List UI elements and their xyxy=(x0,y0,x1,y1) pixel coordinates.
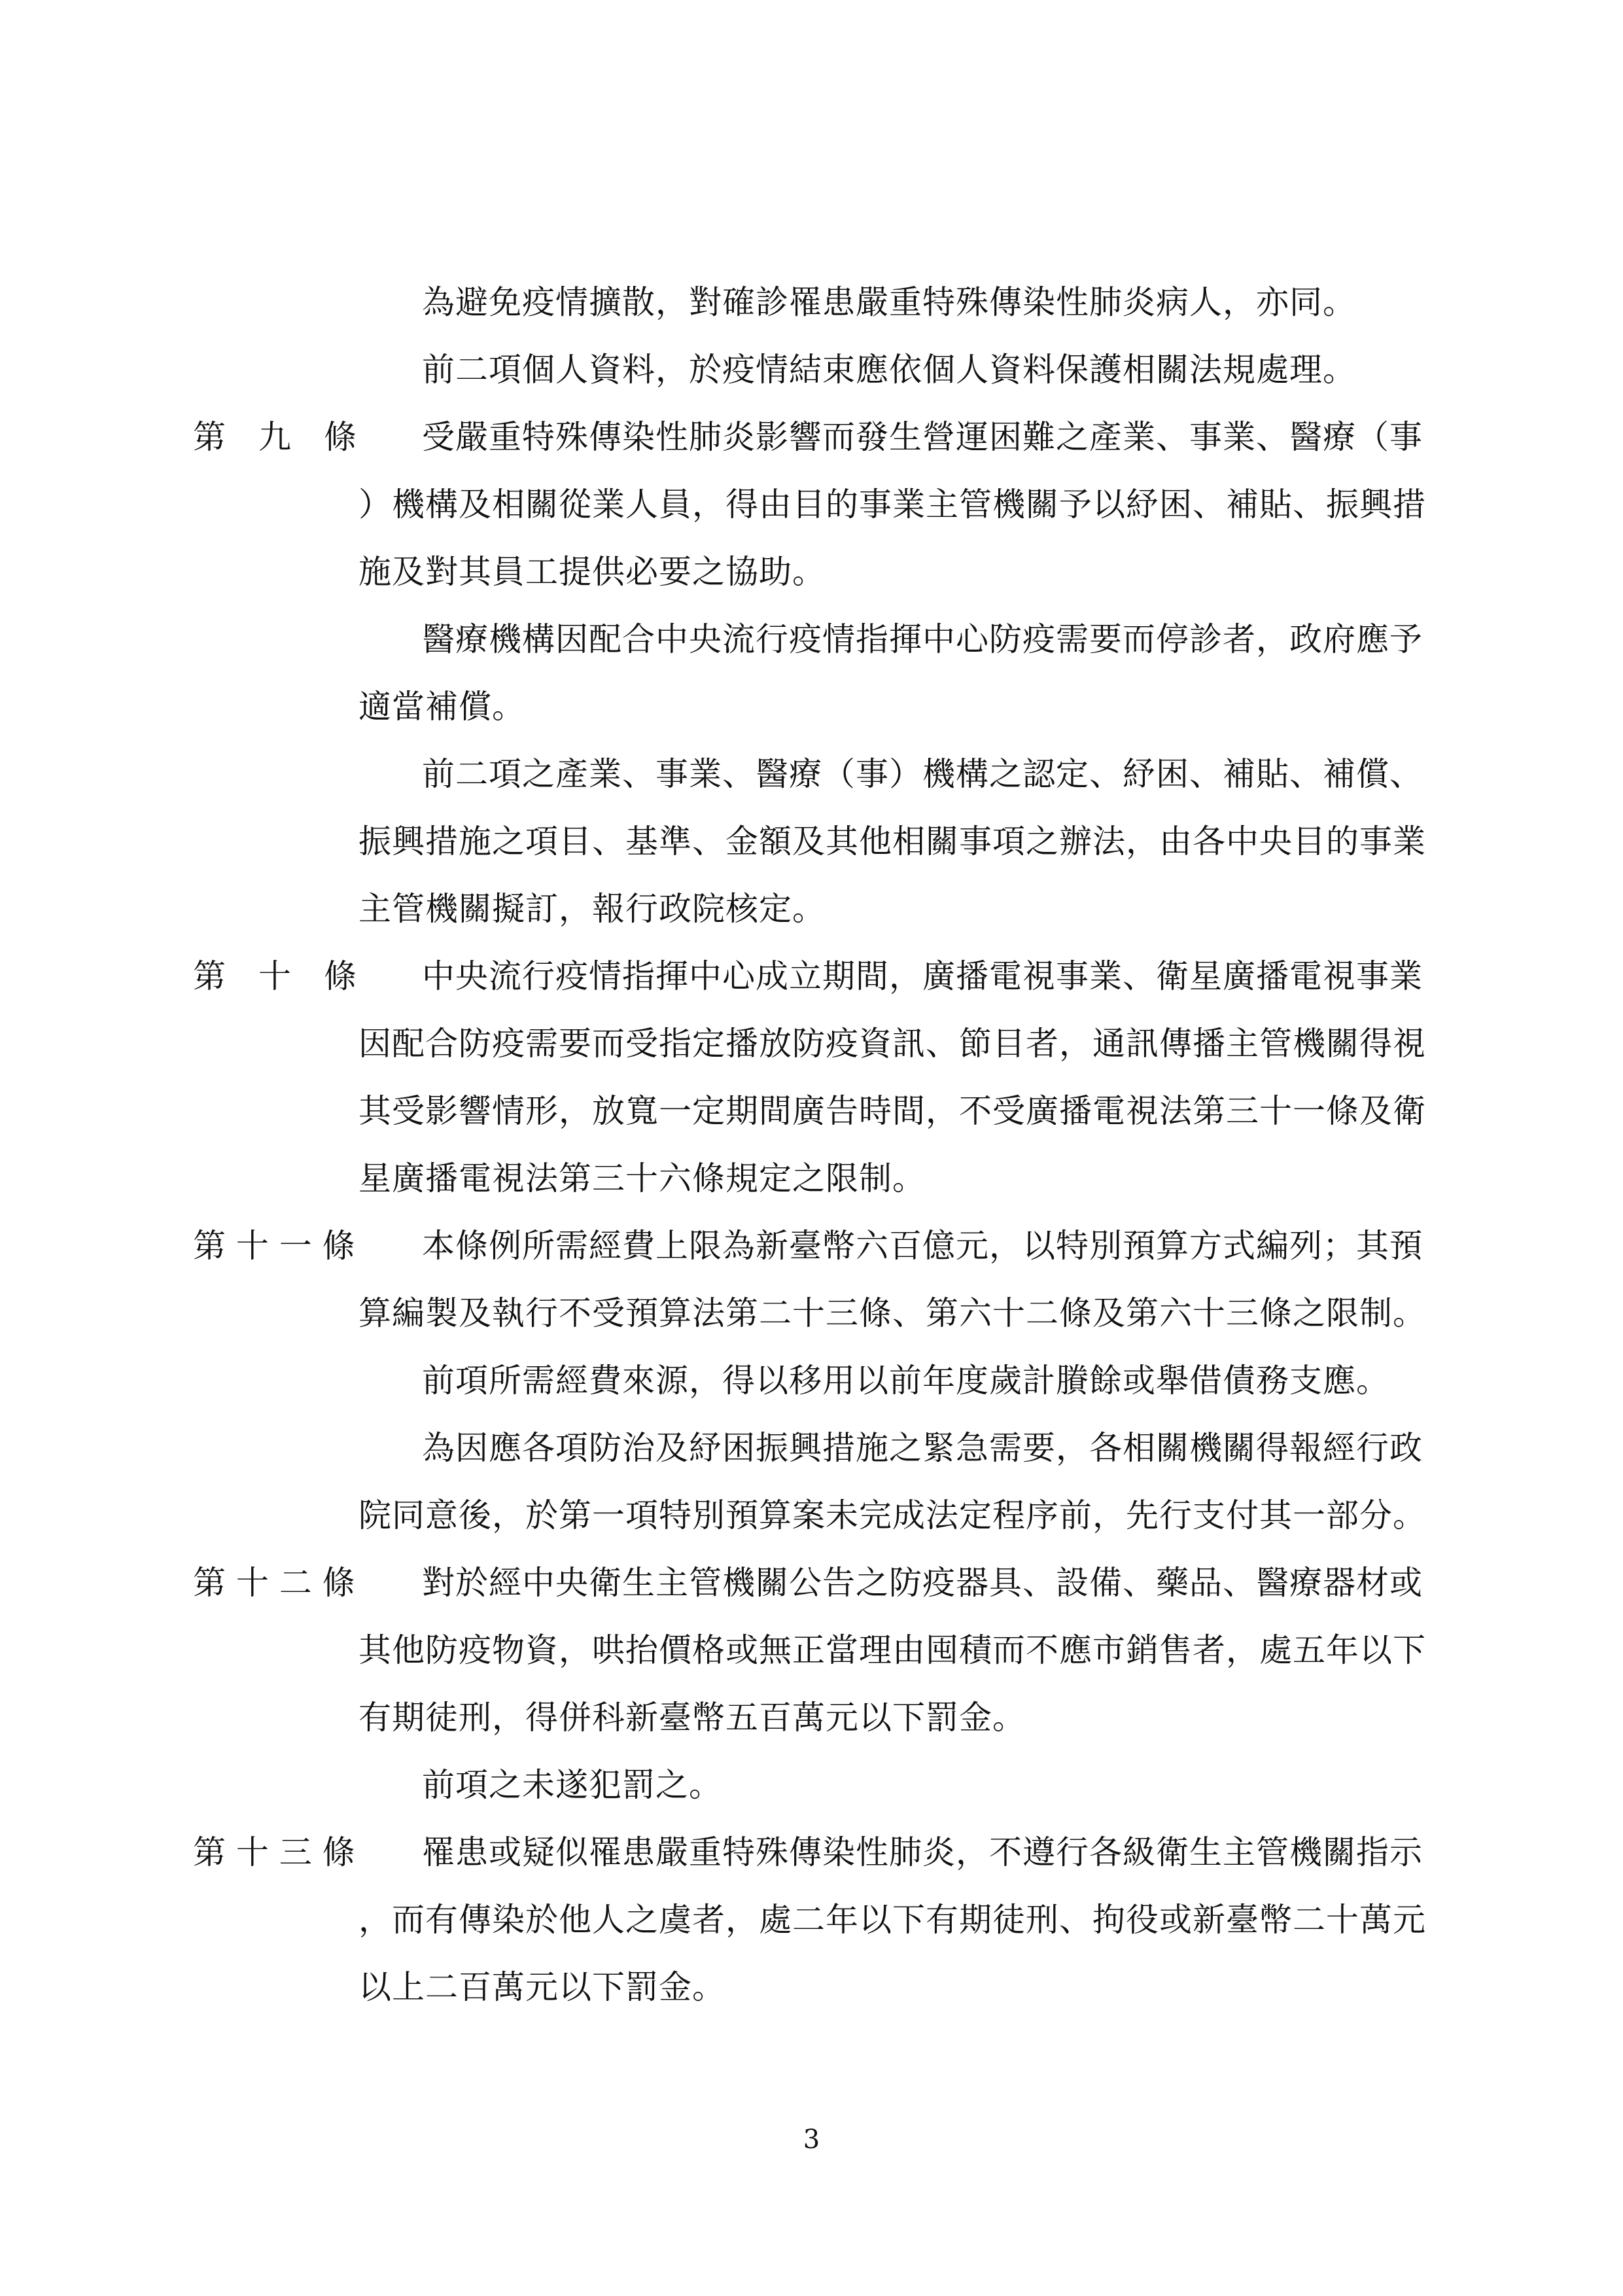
paragraph-line: 前項所需經費來源，得以移用以前年度歲計賸餘或舉借債務支應。 xyxy=(422,1362,1389,1400)
paragraph-line: 其他防疫物資，哄抬價格或無正當理由囤積而不應市銷售者，處五年以下 xyxy=(358,1631,1426,1669)
page-number: 3 xyxy=(803,2125,820,2155)
article-label: 第 十 二 條 xyxy=(193,1564,355,1602)
paragraph-line: 院同意後，於第一項特別預算案未完成法定程序前，先行支付其一部分。 xyxy=(358,1496,1426,1534)
paragraph-line: 中央流行疫情指揮中心成立期間，廣播電視事業、衛星廣播電視事業 xyxy=(422,957,1423,995)
paragraph-line: 罹患或疑似罹患嚴重特殊傳染性肺炎，不遵行各級衛生主管機關指示 xyxy=(422,1833,1423,1871)
paragraph-line: 為避免疫情擴散，對確診罹患嚴重特殊傳染性肺炎病人，亦同。 xyxy=(422,283,1356,321)
paragraph-line: 本條例所需經費上限為新臺幣六百億元，以特別預算方式編列；其預 xyxy=(422,1227,1423,1265)
paragraph-line: 施及對其員工提供必要之協助。 xyxy=(358,553,826,591)
paragraph-line: 星廣播電視法第三十六條規定之限制。 xyxy=(358,1159,926,1197)
paragraph-line: 醫療機構因配合中央流行疫情指揮中心防疫需要而停診者，政府應予 xyxy=(422,620,1423,658)
paragraph-line: 因配合防疫需要而受指定播放防疫資訊、節目者，通訊傳播主管機關得視 xyxy=(358,1025,1426,1063)
article-label: 第 十 條 xyxy=(193,957,357,995)
paragraph-line: 振興措施之項目、基準、金額及其他相關事項之辦法，由各中央目的事業 xyxy=(358,822,1426,860)
paragraph-line: 算編製及執行不受預算法第二十三條、第六十二條及第六十三條之限制。 xyxy=(358,1294,1426,1332)
paragraph-line: 前二項之產業、事業、醫療（事）機構之認定、紓困、補貼、補償、 xyxy=(422,755,1423,793)
paragraph-line: 以上二百萬元以下罰金。 xyxy=(358,1968,725,2006)
paragraph-line: 為因應各項防治及紓困振興措施之緊急需要，各相關機關得報經行政 xyxy=(422,1429,1423,1467)
paragraph-line: ）機構及相關從業人員，得由目的事業主管機關予以紓困、補貼、振興措 xyxy=(358,486,1426,523)
paragraph-line: 對於經中央衛生主管機關公告之防疫器具、設備、藥品、醫療器材或 xyxy=(422,1564,1423,1602)
paragraph-line: 適當補償。 xyxy=(358,688,525,726)
paragraph-line: 受嚴重特殊傳染性肺炎影響而發生營運困難之產業、事業、醫療（事 xyxy=(422,418,1423,456)
article-label: 第 九 條 xyxy=(193,418,357,456)
paragraph-line: 前二項個人資料，於疫情結束應依個人資料保護相關法規處理。 xyxy=(422,351,1356,389)
paragraph-line: 前項之未遂犯罰之。 xyxy=(422,1766,722,1804)
paragraph-line: 有期徒刑，得併科新臺幣五百萬元以下罰金。 xyxy=(358,1699,1026,1737)
paragraph-line: ，而有傳染於他人之虞者，處二年以下有期徒刑、拘役或新臺幣二十萬元 xyxy=(358,1901,1426,1939)
paragraph-line: 其受影響情形，放寬一定期間廣告時間，不受廣播電視法第三十一條及衛 xyxy=(358,1092,1426,1130)
paragraph-line: 主管機關擬訂，報行政院核定。 xyxy=(358,890,826,928)
article-label: 第 十 三 條 xyxy=(193,1833,355,1871)
article-label: 第 十 一 條 xyxy=(193,1227,355,1265)
